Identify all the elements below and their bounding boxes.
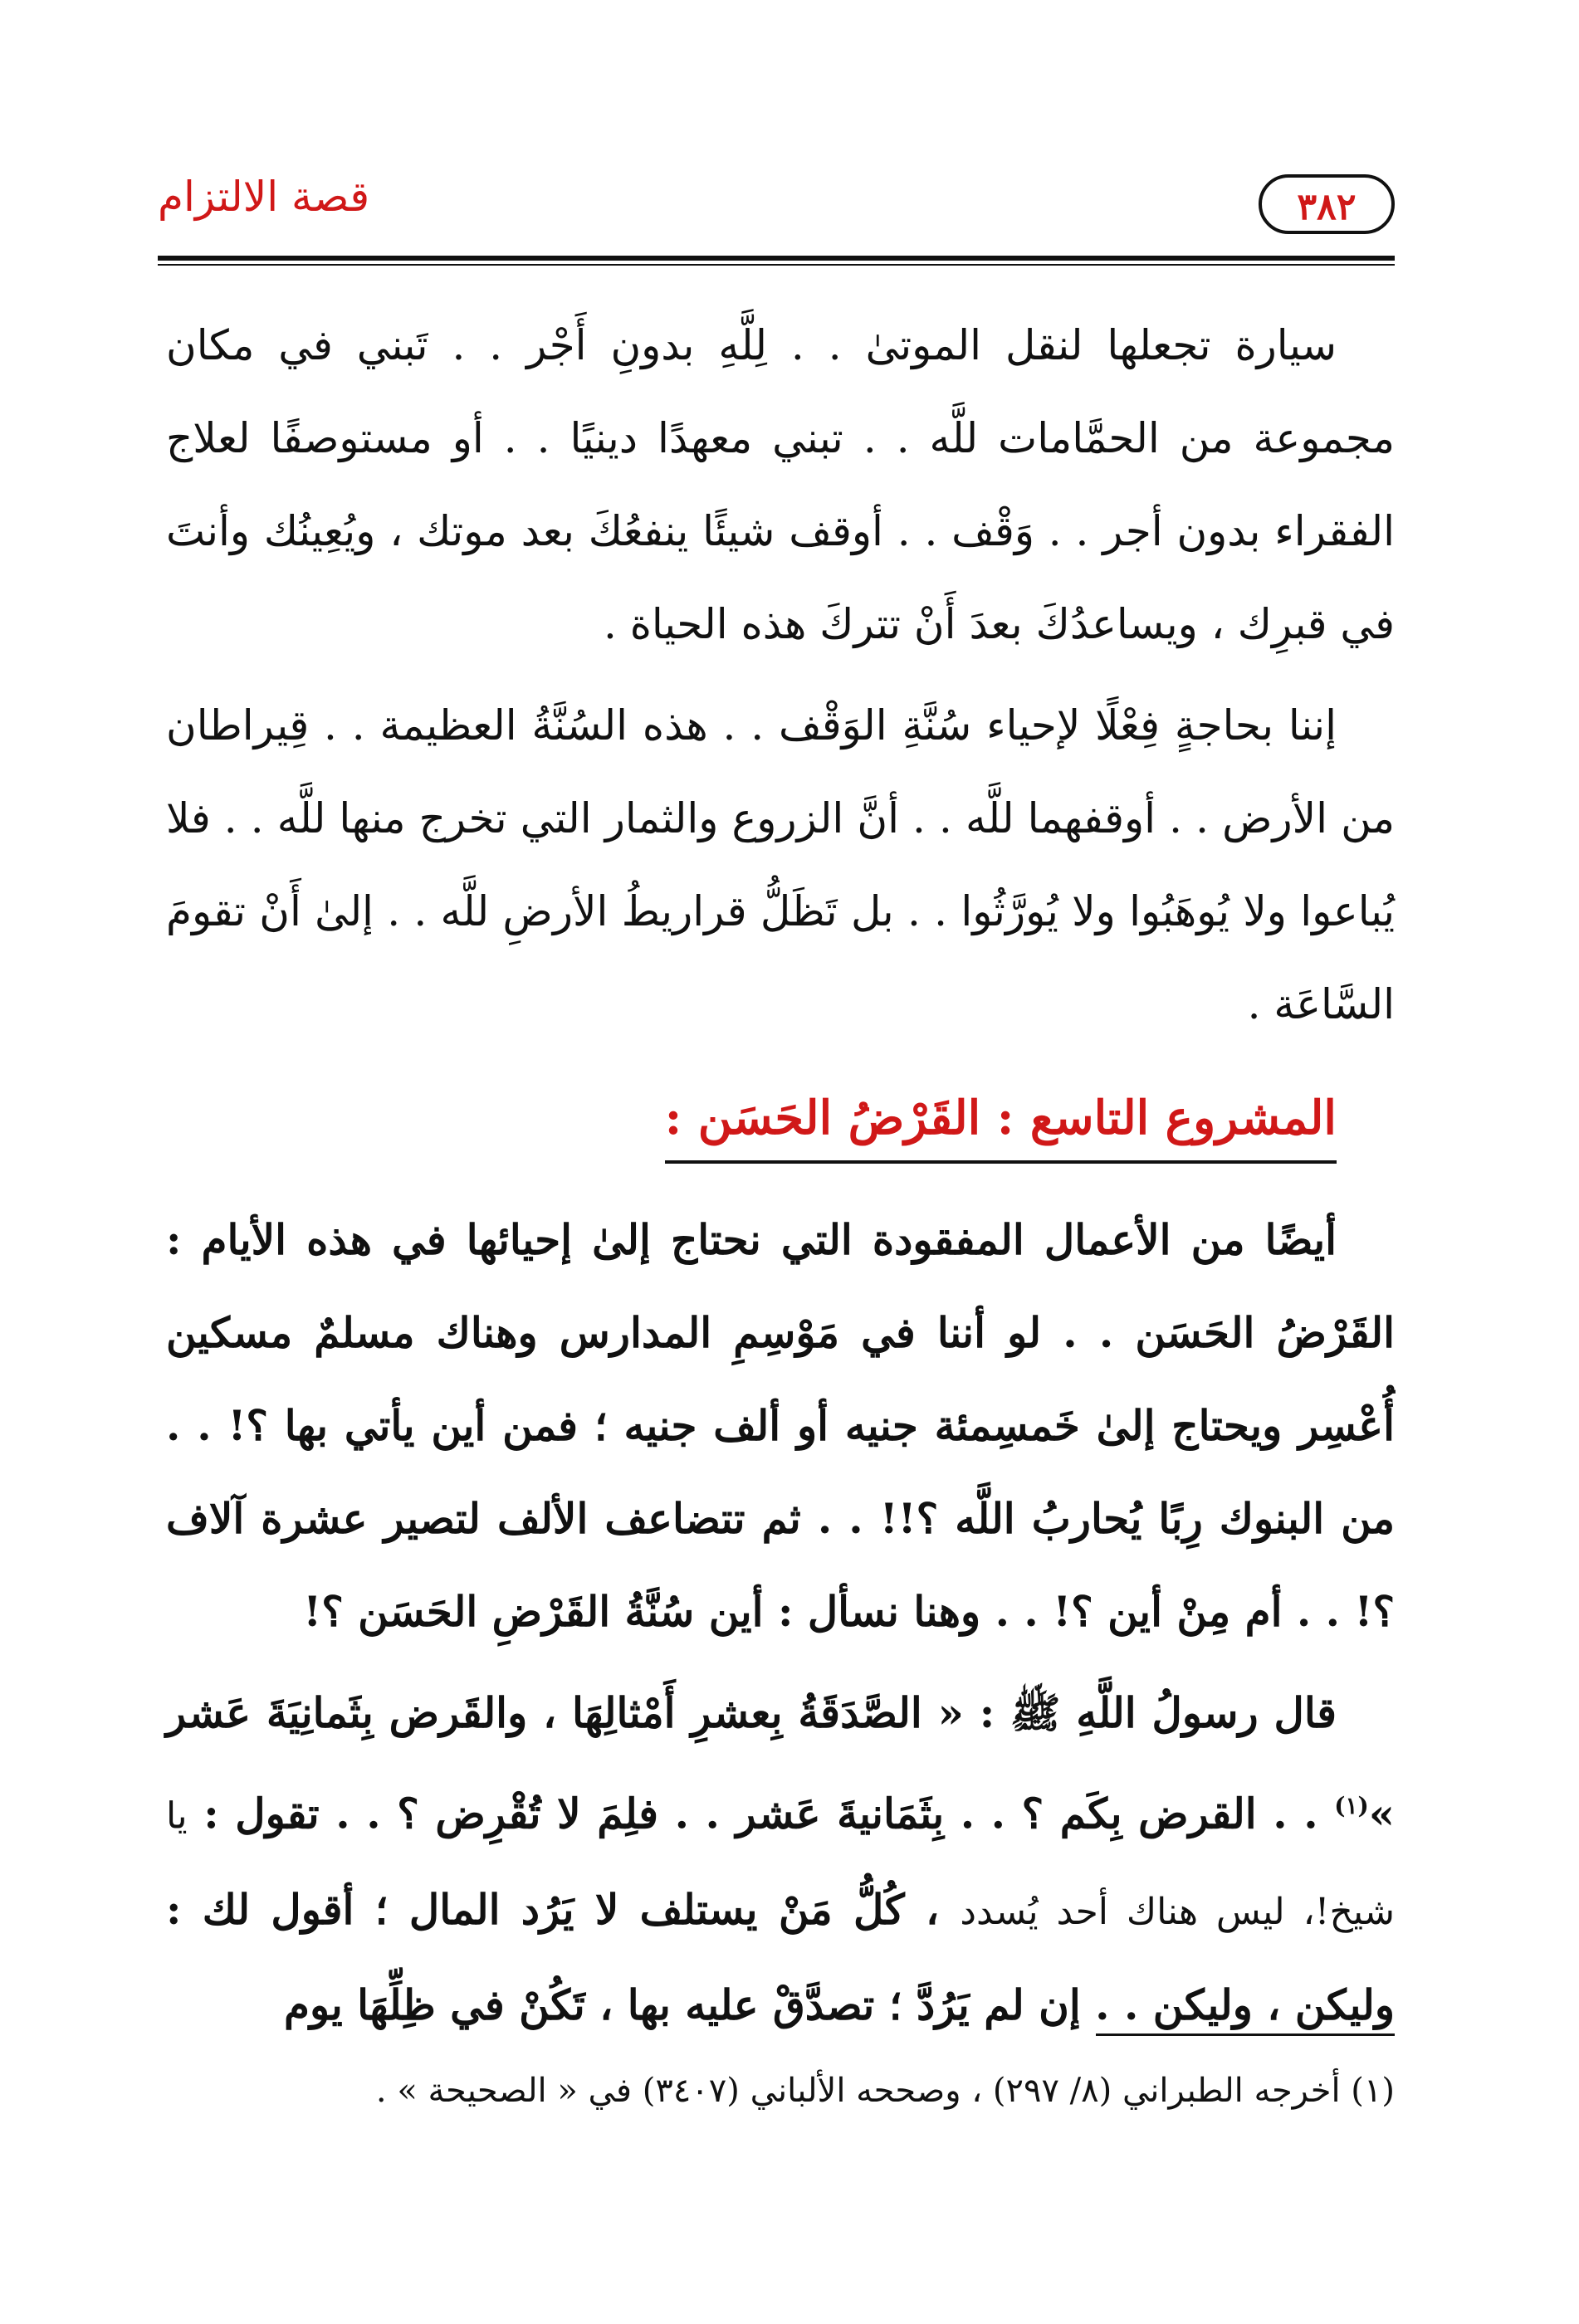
footnote: (١) أخرجه الطبراني (٨/ ٢٩٧) ، وصححه الألباني (٣٤٠٧) في « الصحيحة » . (375, 2072, 1395, 2110)
page-number: ٣٨٢ (1259, 174, 1395, 234)
header-rule-thin (158, 264, 1395, 266)
paragraph-good-loan: أيضًا من الأعمال المفقودة التي نحتاج إلىٰ إحيائها في هذه الأيام : القَرْضُ الحَسَن . . لو أننا في مَوْسِمِ المدارس وهناك مسلمٌ مسكين أُعْسِر ويحتاج إلىٰ خَمسِمئة جنيه أو ألف جنيه ؛ فمن أين يأتي بها ؟! . . من البنوك رِبًا يُحاربُ اللَّه ؟!! . . ثم تتضاعف الألف لتصير عشرة آلاف ؟! . . أم مِنْ أين ؟! . . وهنا نسأل : أين سُنَّةُ القَرْضِ الحَسَن ؟! (166, 1215, 1395, 1636)
paragraph-hadith (166, 1667, 1395, 2052)
paragraph-waqf-revival: إننا بحاجةٍ فِعْلًا لإحياء سُنَّةِ الوَقْف . . هذه السُنَّةُ العظيمة . . قِيراطان من الأرض . . أوقفهما للَّه . . أنَّ الزروع والثمار التي تخرج منها للَّه . . فلا يُباعوا ولا يُوهَبُوا ولا يُورَّثُوا . . بل تَظَلُّ قراريطُ الأرضِ للَّه . . إلىٰ أَنْ تقومَ السَّاعَة . (166, 701, 1395, 1028)
hadith-quote: « الصَّدَقَةُ بِعشرِ أَمْثالِهَا ، والقَرض بِثَمانِيَةَ عَشر » (166, 1688, 1395, 1838)
footnote-ref[interactable]: (١) (1334, 1792, 1369, 1819)
hadith-lead: قال رسولُ اللَّهِ ﷺ : (979, 1688, 1337, 1737)
section-heading-row (166, 1059, 1395, 1194)
page-header (158, 149, 1395, 249)
hadith-continuation: . . القرض بِكَم ؟ . . بِثَمَانيةَ عَشر . . فلِمَ لا تُقْرِض ؟ . . تقول : (203, 1789, 1335, 1838)
header-rule-thick (158, 256, 1395, 261)
page-body (166, 299, 1395, 2060)
section-heading: المشروع التاسع : القَرْضُ الحَسَن : (665, 1081, 1337, 1164)
book-title: قصة الالتزام (158, 173, 370, 221)
objection-text: يا شيخ!، ليس هناك أحد يُسدد (166, 1794, 1395, 1933)
footnote-rule (1096, 2034, 1395, 2036)
hadith-tail: ، كُلُّ مَنْ يستلف لا يَرُد المال ؛ أقول لك : وليكن ، وليكن . . إن لم يَرُدَّ ؛ تصدَّقْ عليه بها ، تَكُنْ في ظِلِّهَا يوم (166, 1884, 1395, 2029)
paragraph-waqf-examples: سيارة تجعلها لنقل الموتىٰ . . لِلَّهِ بدونِ أَجْر . . تَبني في مكان مجموعة من الحمَّامات للَّه . . تبني معهدًا دينيًا . . أو مستوصفًا لعلاج الفقراء بدون أجر . . وَقْف . . أوقف شيئًا ينفعُكَ بعد موتك ، ويُعِينُك وأنتَ في قبرِك ، ويساعدُكَ بعدَ أَنْ تتركَ هذه الحياة . (166, 321, 1395, 648)
